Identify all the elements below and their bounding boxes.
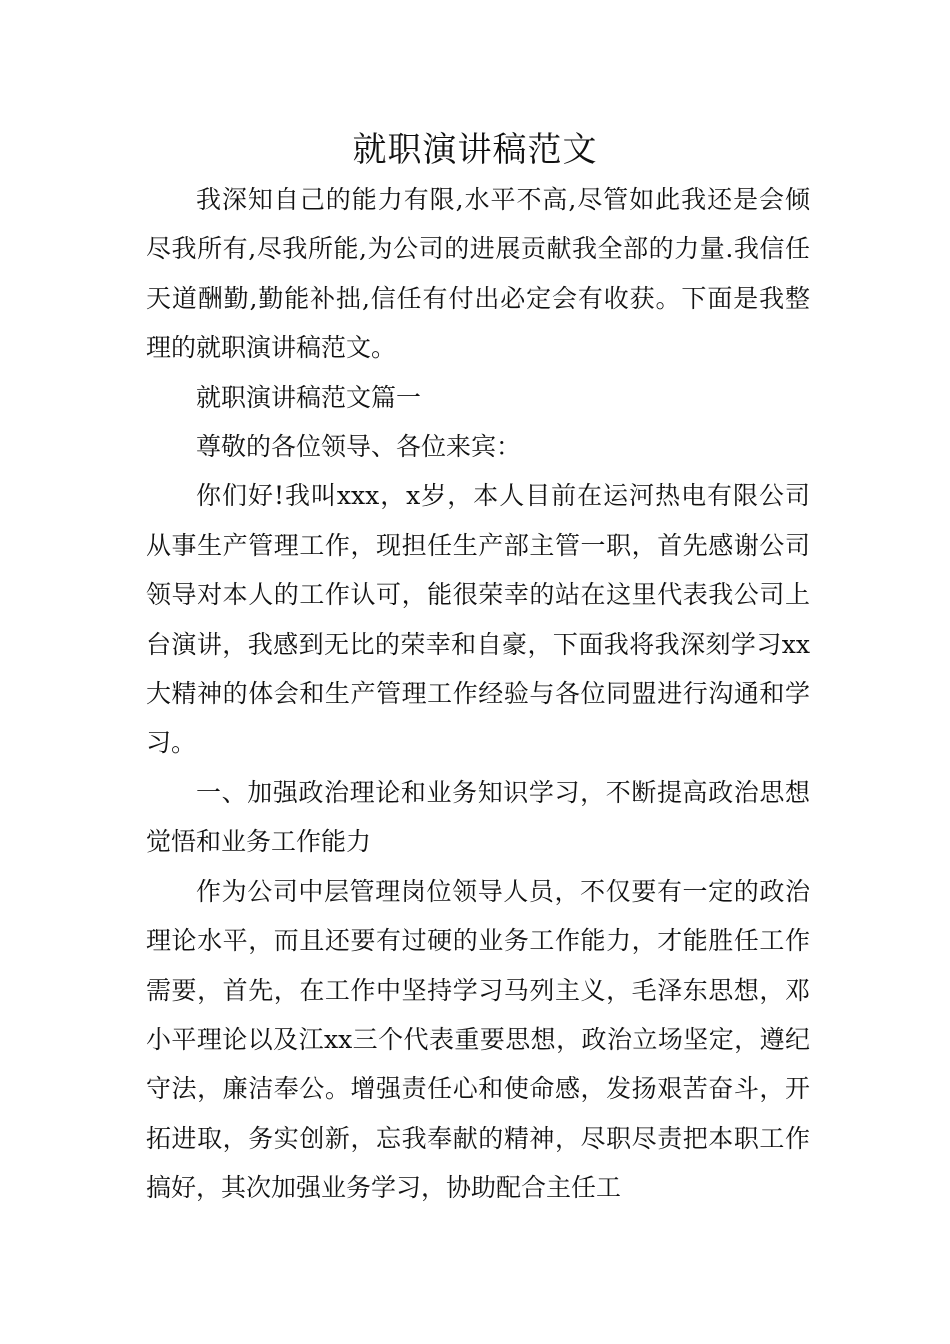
document-title: 就职演讲稿范文 [352,130,598,170]
subheading-one: 一、加强政治理论和业务知识学习，不断提高政治思想觉悟和业务工作能力 [146,777,810,857]
section-heading: 就职演讲稿范文篇一 [196,382,422,412]
paragraph-intro: 我深知自己的能力有限,水平不高,尽管如此我还是会倾尽我所有,尽我所能,为公司的进展贡献我全部的力量.我信任天道酬勤,勤能补拙,信任有付出必定会有收获。下面是我整理的就职演讲稿范文。 [146,185,810,363]
paragraph-body: 作为公司中层管理岗位领导人员，不仅要有一定的政治理论水平，而且还要有过硬的业务工作能力，才能胜任工作需要，首先，在工作中坚持学习马列主义，毛泽东思想，邓小平理论以及江xx三个代表重要思想，政治立场坚定，遵纪守法，廉洁奉公。增强责任心和使命感，发扬艰苦奋斗，开拓进取，务实创新，忘我奉献的精神，尽职尽责把本职工作搞好，其次加强业务学习，协助配合主任工 [146,876,810,1203]
document-body [146,175,810,1213]
paragraph-greeting: 你们好!我叫xxx，x岁，本人目前在运河热电有限公司从事生产管理工作，现担任生产部主管一职，首先感谢公司领导对本人的工作认可，能很荣幸的站在这里代表我公司上台演讲，我感到无比的荣幸和自豪，下面我将我深刻学习xx大精神的体会和生产管理工作经验与各位同盟进行沟通和学习。 [146,481,810,758]
salutation: 尊敬的各位领导、各位来宾： [196,432,522,462]
